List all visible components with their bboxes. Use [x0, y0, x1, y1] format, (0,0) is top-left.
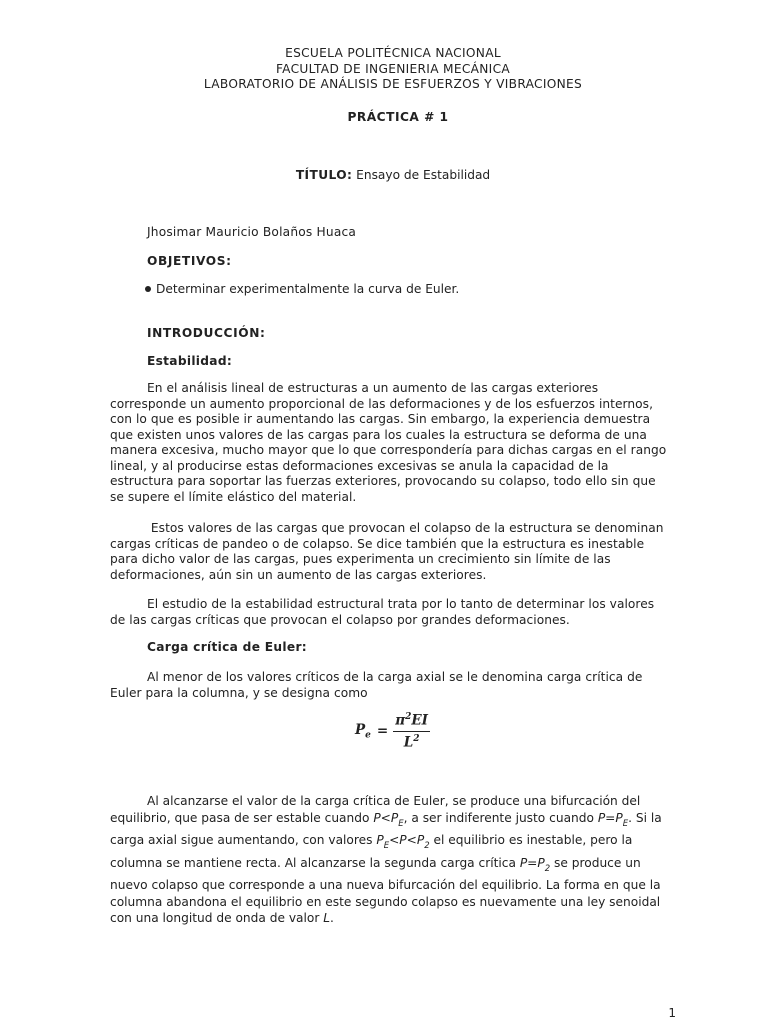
formula-numerator: $\pi^2EI$	[393, 712, 430, 732]
laboratory-name: LABORATORIO DE ANÁLISIS DE ESFUERZOS Y VIBRACIONES	[203, 77, 583, 91]
formula-lhs: $P_e$	[355, 721, 371, 741]
paragraph-text: El estudio de la estabilidad estructural trata por lo tanto de determinar los valores de las cargas críticas que provocan el colapso por grandes deformaciones.	[110, 597, 655, 627]
bullet-icon	[145, 286, 151, 292]
paragraph-text: Al menor de los valores críticos de la carga axial se le denomina carga crítica de Euler para la columna, y se designa como	[110, 670, 643, 700]
practice-number: PRÁCTICA # 1	[347, 110, 449, 124]
author-name: Jhosimar Mauricio Bolaños Huaca	[147, 225, 357, 239]
title-label: TÍTULO:	[295, 168, 353, 182]
paragraph-text: Estos valores de las cargas que provocan el colapso de la estructura se denominan cargas críticas de pandeo o de colapso. Se dice también que la estructura es inestable para dicho valor de las cargas, pues experimenta un crecimiento sin límite de las deformaciones, aún sin un aumento de las cargas exteriores.	[110, 521, 664, 582]
introduction-heading: INTRODUCCIÓN:	[147, 326, 266, 340]
euler-paragraph	[110, 670, 670, 701]
intro-paragraph-1	[110, 381, 670, 505]
formula-fraction	[393, 712, 430, 750]
objective-item	[145, 282, 459, 296]
title-value: Ensayo de Estabilidad	[356, 168, 491, 182]
formula-denominator: $L^2$	[403, 733, 420, 750]
euler-bifurcation-paragraph: Al alcanzarse el valor de la carga crítica de Euler, se produce una bifurcación del equilibrio, que pasa de ser estable cuando $P<P_E$, a ser indiferente justo cuando $P=P_E$. Si la carga axial sigue aumentando, con valores $P_E<P<P_2$ el equilibrio es inestable, pero la columna se mantiene recta. Al alcanzarse la segunda carga crítica $P=P_2$ se produce un nuevo colapso que corresponde a una nueva bifurcación del equilibrio. La forma en que la columna abandona el equilibrio en este segundo colapso es nuevamente una ley senoidal con una longitud de onda de valor L.	[110, 794, 662, 925]
document-title	[0, 168, 768, 182]
page-number: 1	[668, 1006, 676, 1020]
stability-subheading: Estabilidad:	[147, 354, 233, 368]
document-header	[0, 46, 768, 93]
formula-equals: =	[376, 723, 389, 739]
intro-paragraph-2	[110, 521, 670, 583]
institution-name: ESCUELA POLITÉCNICA NACIONAL	[285, 46, 501, 60]
objectives-heading: OBJETIVOS:	[147, 254, 232, 268]
faculty-name: FACULTAD DE INGENIERIA MECÁNICA	[275, 61, 511, 76]
objective-text: Determinar experimentalmente la curva de Euler.	[156, 282, 460, 296]
euler-formula	[355, 712, 430, 750]
intro-paragraph-3	[110, 597, 670, 628]
euler-heading: Carga crítica de Euler:	[147, 640, 307, 654]
paragraph-text: En el análisis lineal de estructuras a un aumento de las cargas exteriores corresponde un aumento proporcional de las deformaciones y de los esfuerzos internos, con lo que es posible ir aumentando las cargas. Sin embargo, la experiencia demuestra que existen unos valores de las cargas para los cuales la estructura se deforma de una manera excesiva, mucho mayor que lo que correspondería para dichas cargas en el rango lineal, y al producirse estas deformaciones excesivas se anula la capacidad de la estructura para soportar las fuerzas exteriores, provocando su colapso, todo ello sin que se supere el límite elástico del material.	[110, 381, 667, 504]
